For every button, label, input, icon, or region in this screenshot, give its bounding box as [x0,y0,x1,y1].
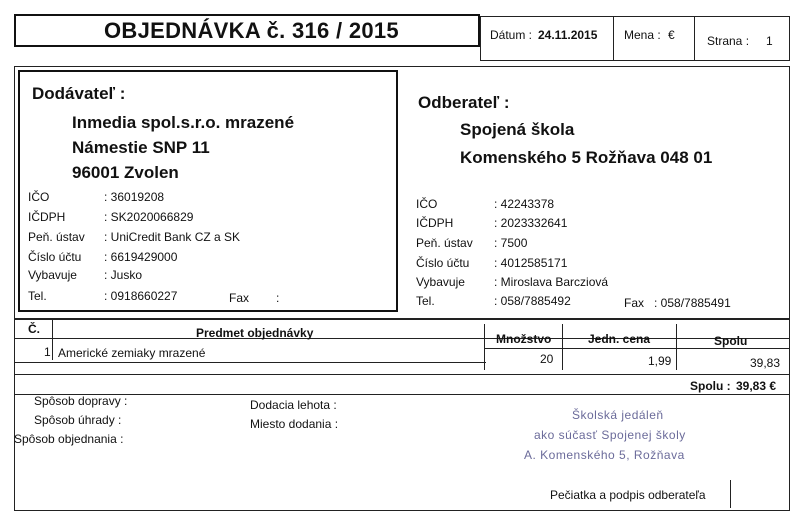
col-divider [676,324,677,370]
supplier-name-line: Inmedia spol.s.r.o. mrazené [72,113,295,132]
customer-contact-value: : Miroslava Barcziová [494,275,609,289]
supplier-ico-value: : 36019208 [104,190,165,204]
supplier-heading: Dodávateľ : [32,84,126,103]
signature-line [730,480,731,508]
date-value: 24.11.2015 [538,28,598,42]
col-divider [484,324,485,370]
payment-label: Spôsob úhrady : [34,413,122,427]
header-row-line [14,338,790,339]
order-method-label: Spôsob objednania : [14,432,124,446]
stamp-line: A. Komenského 5, Rožňava [524,448,685,462]
stamp [520,408,740,468]
supplier-icdph-value: : SK2020066829 [104,210,194,224]
supplier-bank-value: : UniCredit Bank CZ a SK [104,230,241,244]
customer-icdph-value: : 2023332641 [494,216,568,230]
supplier-ico-label: IČO [28,190,50,204]
supplier-fax-value: : [276,291,280,305]
col-header-total: Spolu [714,334,748,348]
customer-phone-value: : 058/7885492 [494,294,571,308]
signature-label: Pečiatka a podpis odberateľa [550,488,706,502]
customer-phone-label: Tel. [416,294,435,308]
supplier-icdph-label: IČDPH [28,210,66,224]
transport-label: Spôsob dopravy : [34,394,128,408]
supplier-bank-label: Peň. ústav [28,230,85,244]
customer-account-label: Číslo účtu [416,256,470,270]
items-row-line [14,362,486,363]
row-qty: 20 [540,352,554,366]
customer-account-value: : 4012585171 [494,256,568,270]
col-header-qty: Množstvo [496,332,552,346]
customer-heading: Odberateľ : [418,93,510,112]
col-header-item: Predmet objednávky [196,326,314,340]
row-no: 1 [44,345,51,359]
document-title: OBJEDNÁVKA č. 316 / 2015 [104,18,399,43]
sum-row-bottom [14,394,790,395]
stamp-line: ako súčasť Spojenej školy [534,428,686,442]
supplier-contact-label: Vybavuje [28,268,77,282]
col-header-unit-price: Jedn. cena [588,332,651,346]
currency-value: € [668,28,675,42]
supplier-contact-value: : Jusko [104,268,143,282]
supplier-name-line: Námestie SNP 11 [72,138,210,157]
customer-ico-label: IČO [416,197,438,211]
supplier-account-label: Číslo účtu [28,250,82,264]
supplier-phone-value: : 0918660227 [104,289,178,303]
date-label: Dátum : [490,28,533,42]
customer-bank-value: : 7500 [494,236,528,250]
delivery-place-label: Miesto dodania : [250,417,339,431]
stamp-line: Školská jedáleň [572,408,664,422]
page-value: 1 [766,34,773,48]
items-row-line [484,348,790,349]
delivery-time-label: Dodacia lehota : [250,398,337,412]
customer-icdph-label: IČDPH [416,216,454,230]
customer-bank-label: Peň. ústav [416,236,473,250]
supplier-account-value: : 6619429000 [104,250,178,264]
row-total: 39,83 [750,356,781,370]
col-header-no: Č. [28,322,40,336]
customer-contact-label: Vybavuje [416,275,465,289]
customer-fax-value: : 058/7885491 [654,296,731,310]
customer-ico-value: : 42243378 [494,197,555,211]
col-divider [562,324,563,370]
page-label: Strana : [707,34,750,48]
sum-row-line [14,374,790,375]
currency-label: Mena : [624,28,661,42]
customer-name-line: Komenského 5 Rožňava 048 01 [460,148,713,167]
row-unit-price: 1,99 [648,354,672,368]
supplier-name-line: 96001 Zvolen [72,163,179,182]
sum-value: 39,83 € [736,379,777,393]
customer-fax-label: Fax [624,296,645,310]
col-divider [52,318,53,360]
supplier-fax-label: Fax [229,291,250,305]
sum-label: Spolu : [690,379,731,393]
customer-name-line: Spojená škola [460,120,575,139]
supplier-phone-label: Tel. [28,289,47,303]
row-item: Americké zemiaky mrazené [58,346,206,360]
